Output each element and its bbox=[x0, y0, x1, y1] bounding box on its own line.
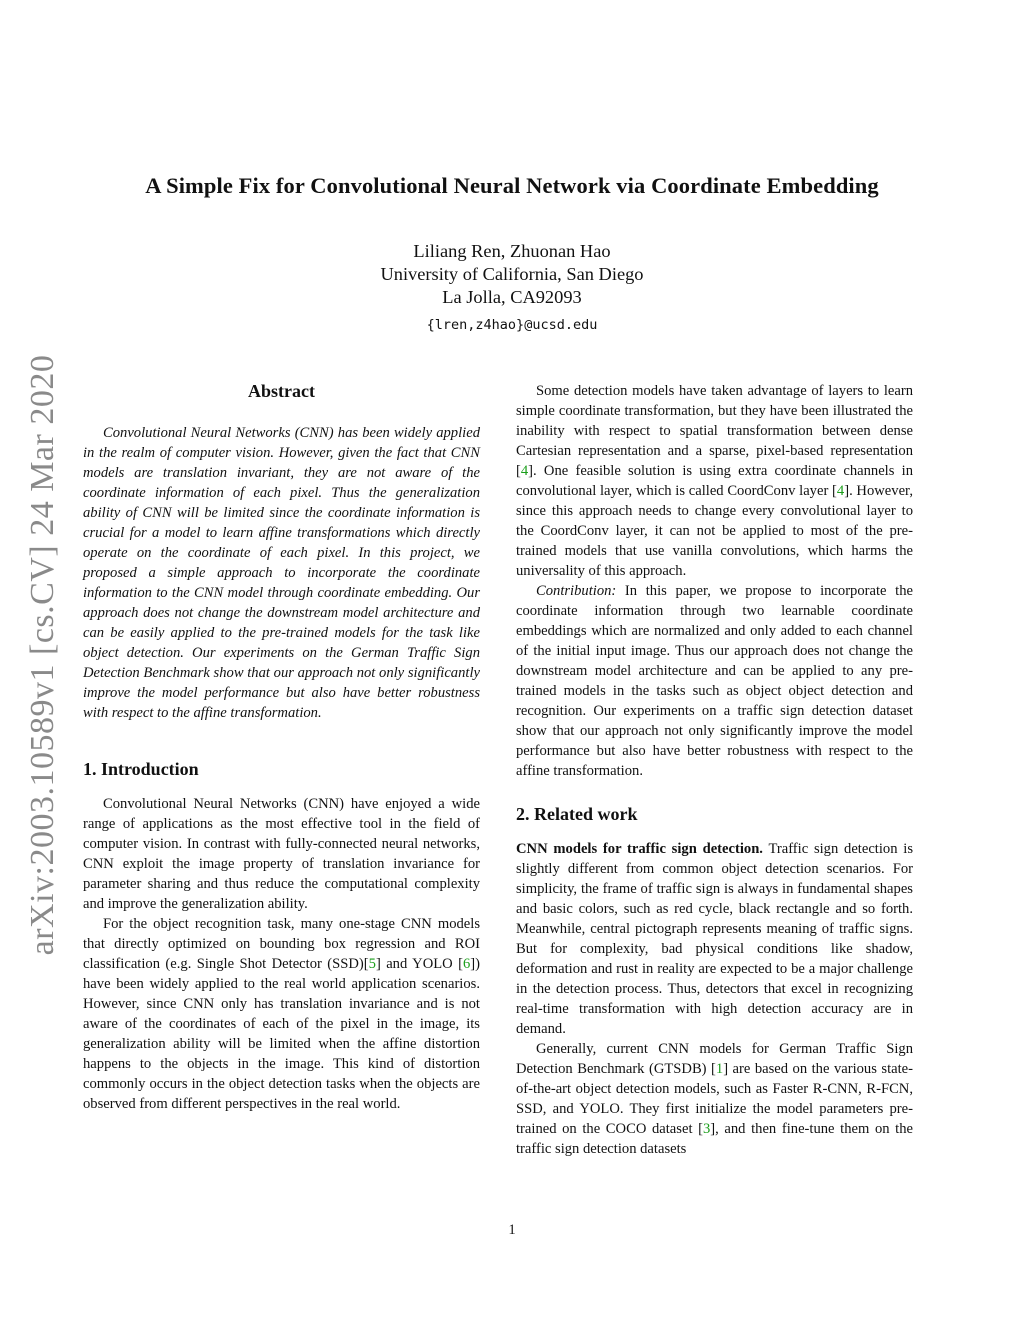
right-column bbox=[516, 381, 913, 1159]
introduction-heading: 1. Introduction bbox=[83, 759, 199, 779]
abstract-heading: Abstract bbox=[248, 381, 315, 401]
author-location: La Jolla, CA92093 bbox=[442, 287, 582, 307]
citation-link[interactable]: 6 bbox=[462, 956, 471, 972]
related-work-paragraph-1: CNN models for traffic sign detection. Traffic sign detection is slightly different from common object detection scenarios. For simplicity, the frame of traffic sign is always in fundamental shapes and basic colors, such as red cycle, black rectangle and so forth. Meanwhile, central pictograph represents meaning of traffic signs. But for complexity, bad physical conditions like shadow, deformation and rust in reality are expected to be a major challenge in the detection process. Thus, detectors that excel in recognizing real-time transformation with high detection accuracy are in demand. bbox=[516, 841, 913, 1037]
citation-link[interactable]: 5 bbox=[368, 956, 376, 972]
citation-link[interactable]: 3 bbox=[702, 1121, 711, 1137]
author-names: Liliang Ren, Zhuonan Hao bbox=[413, 241, 611, 261]
author-affiliation: University of California, San Diego bbox=[380, 264, 644, 284]
related-work-heading: 2. Related work bbox=[516, 804, 638, 824]
contribution-paragraph: Contribution: In this paper, we propose to incorporate the coordinate information through two learnable coordinate embeddings which are normalized and only added to each channel of the initial input image. Thus our approach does not change the downstream model architecture and can be applied to any pre-trained models in the tasks such as object object detection and recognition. Our experiments on a traffic sign detection dataset show that our approach not only significantly improve the model performance but also have better robustness with respect to the affine transformation. bbox=[516, 583, 913, 779]
arxiv-stamp: arXiv:2003.10589v1 [cs.CV] 24 Mar 2020 bbox=[24, 354, 61, 956]
abstract-text: Convolutional Neural Networks (CNN) has been widely applied in the realm of computer vision. However, given the fact that CNN models are translation invariant, they are not aware of the coordinate information of each pixel. Thus the generalization ability of CNN will be limited since the coordinate information is crucial for a model to learn affine transformations which directly operate on the coordinate of each pixel. In this project, we proposed a simple approach to incorporate the coordinate information to the CNN model through coordinate embedding. Our approach does not change the downstream model architecture and can be easily applied to the pre-trained models for the task like object detection. Our experiments on the German Traffic Sign Detection Benchmark show that our approach not only significantly improve the model performance but also have better robustness with respect to the affine transformation. bbox=[83, 425, 480, 721]
author-email: {lren,z4hao}@ucsd.edu bbox=[426, 317, 598, 333]
citation-link[interactable]: 4 bbox=[520, 463, 529, 479]
paper-title: A Simple Fix for Convolutional Neural Network via Coordinate Embedding bbox=[145, 173, 879, 198]
paragraph-lead: CNN models for traffic sign detection. bbox=[516, 841, 763, 857]
related-work-paragraph-2: Generally, current CNN models for German Traffic Sign Detection Benchmark (GTSDB) [1] are based on the various state-of-the-art object detection models, such as Faster R-CNN, R-FCN, SSD, and YOLO. They first initialize the model parameters pre-trained on the COCO dataset [3], and then fine-tune them on the traffic sign detection datasets bbox=[516, 1041, 914, 1157]
intro-paragraph-3: Some detection models have taken advantage of layers to learn simple coordinate transformation, but they have been illustrated the inability with respect to spatial transformation between dense Cartesian representation and a sparse, pixel-based representation [4]. One feasible solution is using extra coordinate channels in convolutional layer, which is called CoordConv layer [4]. However, since this approach needs to change every convolutional layer to the CoordConv layer, it can not be applied to most of the pre-trained models that use vanilla convolutions, which harms the universality of this approach. bbox=[516, 383, 913, 579]
citation-link[interactable]: 4 bbox=[836, 483, 845, 499]
author-block bbox=[0, 240, 1024, 337]
intro-paragraph-2: For the object recognition task, many one-stage CNN models that directly optimized on bounding box regression and ROI classification (e.g. Single Shot Detector (SSD)[5] and YOLO [6]) have been widely applied to the real world application scenarios. However, since CNN only has translation invariance and is not aware of the coordinates of each of the pixel in the image, its generalization ability will be limited when the affine distortion happens to the objects in the image. This kind of distortion commonly occurs in the object detection tasks when the objects are observed from different perspectives in the real world. bbox=[83, 916, 480, 1112]
intro-paragraph-1: Convolutional Neural Networks (CNN) have enjoyed a wide range of applications as the most effective tool in the field of computer vision. In contrast with fully-connected neural networks, CNN exploit the image property of translation invariance for parameter sharing and thus reduce the computational complexity and improve the generalization ability. bbox=[83, 796, 480, 912]
citation-link[interactable]: 1 bbox=[715, 1061, 724, 1077]
left-column bbox=[83, 381, 480, 1114]
contribution-label: Contribution: bbox=[536, 583, 617, 599]
page-number: 1 bbox=[508, 1222, 516, 1238]
